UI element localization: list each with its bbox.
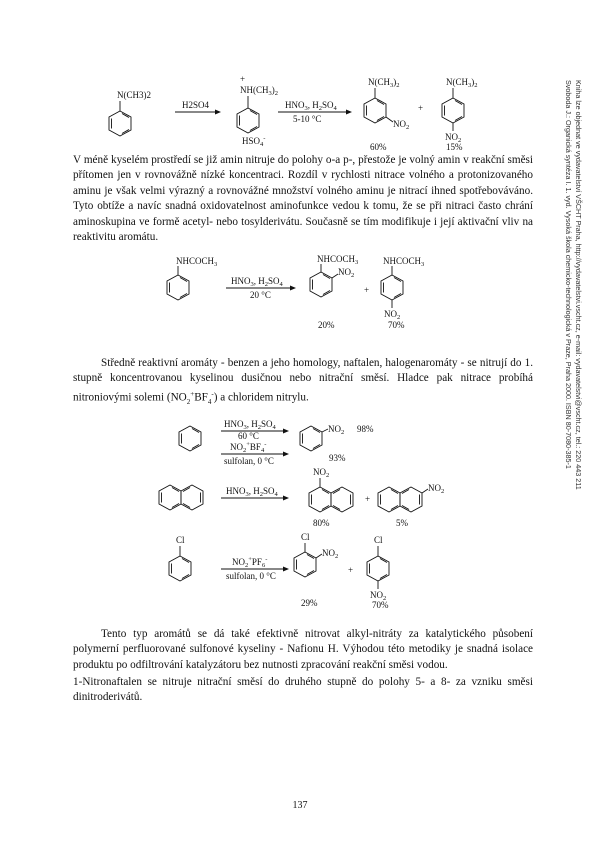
reagent-3-bottom: 20 °C (250, 290, 271, 300)
product-1-yield: 20% (318, 320, 335, 330)
2-nitronaphthalene (378, 483, 444, 528)
page-number: 137 (292, 800, 308, 811)
paragraph-3: Tento typ aromátů se dá také efektivně nitrovat alkyl-nitráty za katalytického působení polymerní perfluorované sulfonové kyseliny - Nafionu H. Výhodou této metodiky je snadná isolace produktu po odfiltrování katalyzátoru bez nutnosti zpracování reakční směsi vodou. (73, 628, 533, 671)
sidebar-citation (564, 80, 583, 640)
product-1-yield: 80% (313, 518, 330, 528)
arrow-5-head (283, 452, 289, 457)
arrow-2-head (346, 110, 352, 115)
reagent-6: $HNO_3$, $H_2SO_4$ (226, 486, 278, 498)
reagent-4b-top: $NO_2^+BF_4^-$ (230, 441, 267, 454)
start-chloro: Cl (176, 535, 185, 545)
reagent-1-label: H2SO4 (182, 100, 210, 110)
citation-line-1: Svoboda J.: Organická syntéza I. 1. vyd. Vysoká škola chemicko-technologická v Praze, Praha 2000. ISBN 80-7080-385-1 (564, 80, 573, 469)
arrow-1-head (215, 110, 221, 115)
reaction-scheme-5 (0, 532, 540, 612)
plus-charge-label: + (240, 74, 246, 84)
reagent-4a-top: $HNO_3$, $H_2SO_4$ (224, 419, 276, 431)
product-2-group: $NHCOCH_3$ (383, 256, 425, 268)
yield-98: 98% (357, 424, 374, 434)
benzene-structure (179, 426, 201, 451)
product-nitro: $NO_2$ (328, 424, 345, 436)
product-1-nitro: $NO_2$ (393, 119, 410, 131)
product-2-yield: 15% (446, 142, 463, 152)
reaction-scheme-4 (0, 465, 540, 530)
reagent-4a-bottom: 60 °C (238, 431, 259, 441)
product-2-nitro: $NO_2$ (428, 483, 445, 495)
nitrobenzene-structure (300, 424, 344, 451)
start-group-label: $NHCOCH_3$ (176, 256, 218, 268)
reagent-7-top: $NO_2^+PF_6^-$ (232, 556, 268, 569)
para-nitroacetanilide (381, 256, 424, 330)
paragraph-1: V méně kyselém prostředí se již amin nitruje do polohy o-a p-, přestože je volný amin v reakční směsi přítomen jen v rovnovážně nízké koncentraci. Rozdíl v rychlosti nitrace volného a protonizovaného aminu je však velmi výrazný a rovnovážné množství volného aminu je nitrací ihned spotřebováváno. Tyto obtíže a navíc snadná oxidovatelnost aminofunkce vedou k tomu, že se při nitraci často chrání aminoskupina ve formě acetyl- nebo tosylderivátu. Současně se tím modifikuje i její aktivační vliv na reaktivitu aromátu. (73, 154, 533, 244)
product-1-chloro: Cl (301, 532, 310, 542)
1-nitronaphthalene (309, 467, 353, 528)
arrow-7-head (283, 567, 289, 572)
para-chloronitrobenzene (367, 535, 389, 610)
plus-sign-1: + (418, 103, 424, 113)
yield-93: 93% (329, 453, 346, 463)
plus-sign-2: + (364, 285, 370, 295)
product-1-nitro: $NO_2$ (313, 467, 330, 479)
product-2-nitro: $NO_2$ (370, 590, 387, 602)
reagent-2-top: $HNO_3$, $H_2SO_4$ (285, 100, 337, 112)
anilinium-structure (237, 74, 278, 148)
acetanilide-structure (167, 256, 217, 300)
product-1-group: $N(CH_3)_2$ (368, 77, 400, 89)
reagent-4b-bottom: sulfolan, 0 °C (224, 456, 274, 466)
reaction-scheme-1 (0, 68, 540, 158)
product-2-yield: 70% (388, 320, 405, 330)
plus-sign-5: + (348, 565, 354, 575)
arrow-3-head (290, 286, 296, 291)
ortho-chloronitrobenzene (294, 532, 338, 608)
product-2-nitro: $NO_2$ (384, 309, 401, 321)
intermediate-group-label: $NH(CH_3)_2$ (240, 85, 278, 97)
arrow-6-head (283, 496, 289, 501)
meta-nitro-product (364, 77, 409, 152)
product-2-chloro: Cl (374, 535, 383, 545)
para-nitro-product (442, 77, 478, 152)
dimethylaniline-structure (109, 90, 151, 136)
product-2-yield: 5% (396, 518, 408, 528)
product-1-nitro: $NO_2$ (338, 267, 355, 279)
reagent-3-top: $HNO_3$, $H_2SO_4$ (231, 276, 283, 288)
arrow-4-head (283, 429, 289, 434)
product-1-yield: 29% (301, 598, 318, 608)
paragraph-4: 1-Nitronaftalen se nitruje nitrační směsí do druhého stupně do polohy 5- a 8- za vzniku směsi dinitroderivátů. (73, 676, 533, 704)
plus-sign-4: + (365, 494, 371, 504)
product-1-nitro: $NO_2$ (322, 548, 339, 560)
product-1-yield: 60% (370, 142, 387, 152)
reaction-scheme-2 (0, 250, 540, 335)
paragraph-2: Středně reaktivní aromáty - benzen a jeho homology, naftalen, halogenaromáty - se nitrují do 1. stupně koncentrovanou kyselinou dusičnou nebo nitrační směsí. Hladce pak nitrace probíhá nitroniovými solemi $(NO_2^+BF_4^-)$ a chloridem nitrylu. (73, 357, 533, 406)
ortho-nitroacetanilide (310, 254, 358, 330)
product-2-group: $N(CH_3)_2$ (446, 77, 478, 89)
naphthalene-structure (159, 485, 203, 510)
product-2-nitro: $NO_2$ (445, 132, 462, 144)
chlorobenzene-structure (169, 535, 191, 581)
citation-line-2: Kniha lze objednat ve vydavatelství VŠCHT Praha, http://vydavatelstvi.vscht.cz, e-mail: vydavatelstvi@vscht.cz, tel.: 220 443 211 (574, 80, 583, 490)
start-group-label: N(CH3)2 (117, 90, 151, 100)
reagent-2-bottom: 5-10 °C (293, 114, 322, 124)
counterion-label: $HSO_4^-$ (242, 135, 266, 148)
reagent-7-bottom: sulfolan, 0 °C (226, 571, 276, 581)
product-2-yield: 70% (372, 600, 389, 610)
reaction-scheme-3 (0, 412, 540, 472)
product-1-group: $NHCOCH_3$ (317, 254, 359, 266)
